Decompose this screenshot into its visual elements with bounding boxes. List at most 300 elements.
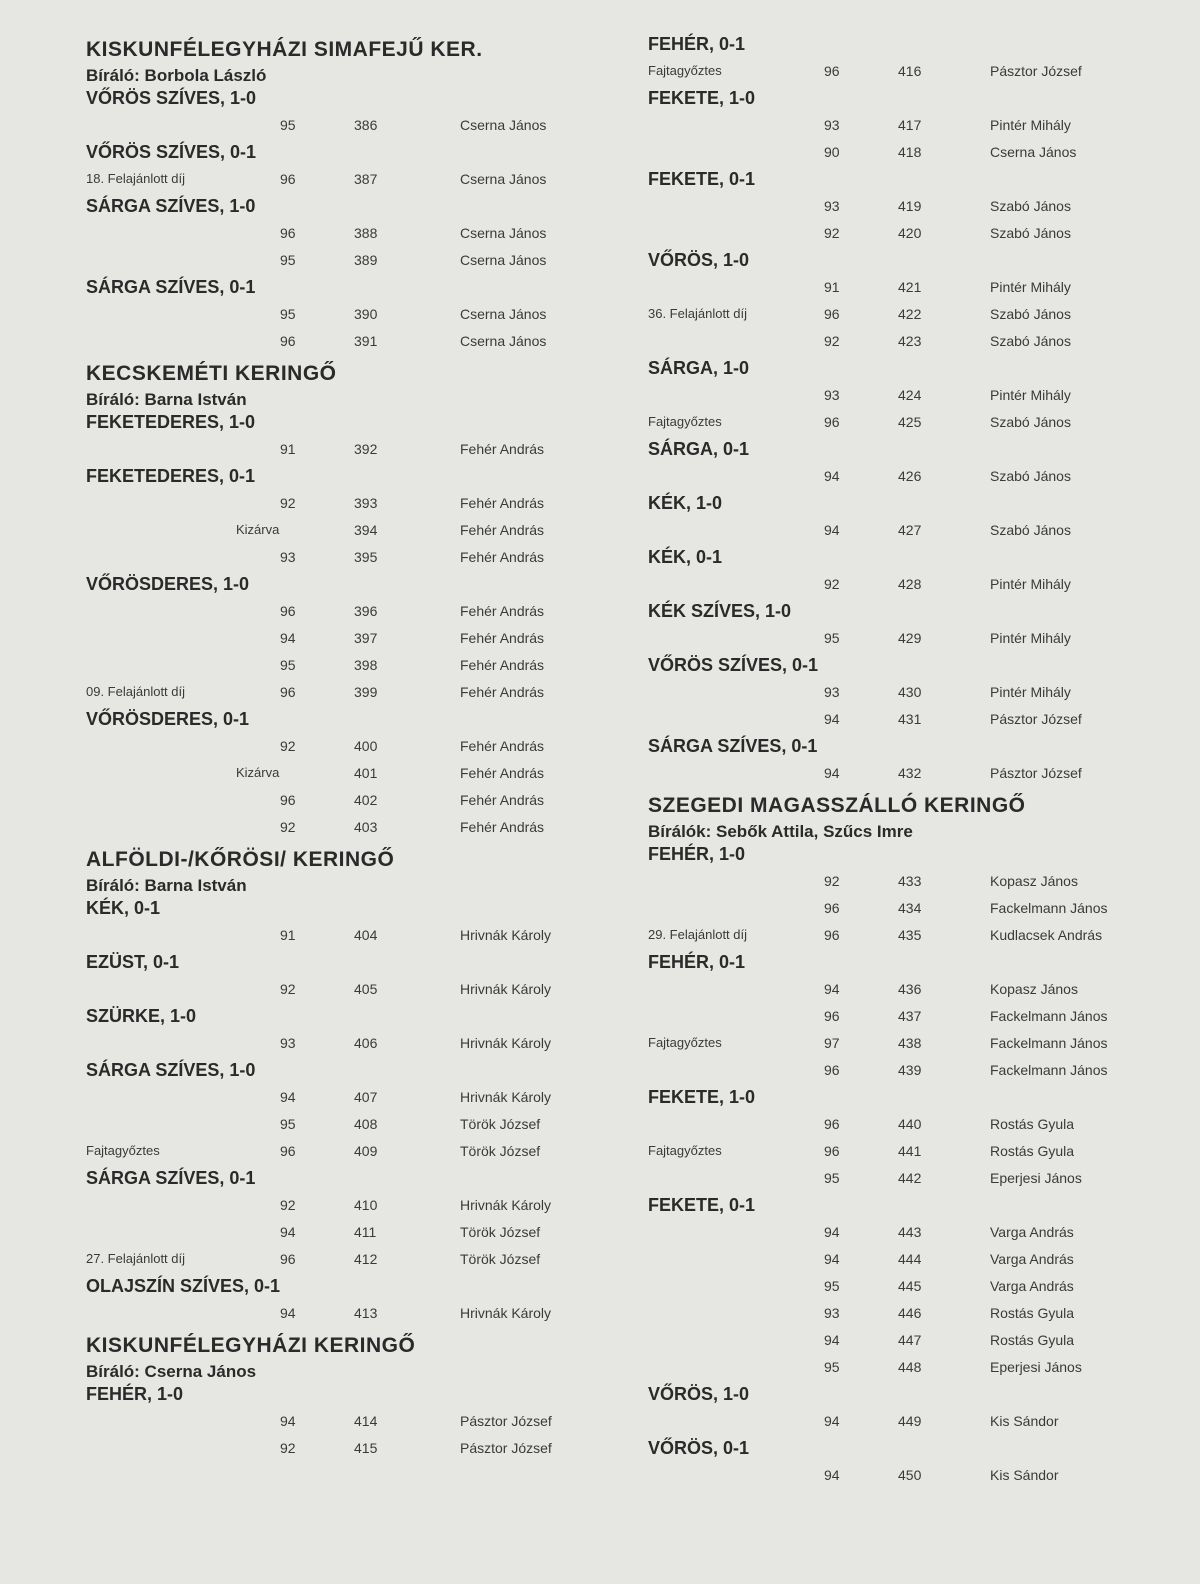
entry-row <box>86 1139 606 1166</box>
entry-row <box>86 1436 606 1463</box>
entry-number: 442 <box>898 1170 922 1186</box>
entry-number: 437 <box>898 1008 922 1024</box>
entry-owner: Szabó János <box>990 414 1071 430</box>
entry-score: 93 <box>280 549 296 565</box>
entry-score: 96 <box>824 63 840 79</box>
entry-number: 433 <box>898 873 922 889</box>
entry-owner: Rostás Gyula <box>990 1143 1075 1159</box>
entry-owner: Kis Sándor <box>990 1467 1059 1483</box>
entry-row <box>86 977 606 1004</box>
entry-number: 427 <box>898 522 922 538</box>
entry-row <box>86 1112 606 1139</box>
category-heading: VŐRÖS SZÍVES, 0-1 <box>86 142 257 162</box>
entry-owner: Rostás Gyula <box>990 1305 1075 1321</box>
entry-owner: Fehér András <box>460 684 545 700</box>
entry-row <box>648 1328 1148 1355</box>
entry-note: 18. Felajánlott díj <box>86 171 186 186</box>
entry-row <box>86 545 606 572</box>
entry-row <box>648 1247 1148 1274</box>
category-heading: EZÜST, 0-1 <box>86 952 180 972</box>
entry-score: 96 <box>280 333 296 349</box>
entry-number: 424 <box>898 387 922 403</box>
entry-owner: Eperjesi János <box>990 1359 1082 1375</box>
category-heading: VŐRÖSDERES, 1-0 <box>86 574 250 594</box>
entry-owner: Eperjesi János <box>990 1170 1082 1186</box>
entry-number: 396 <box>354 603 378 619</box>
entry-row <box>86 1031 606 1058</box>
entry-number: 397 <box>354 630 378 646</box>
entry-row <box>648 1004 1148 1031</box>
entry-score: 91 <box>280 441 296 457</box>
entry-score: 94 <box>824 711 840 727</box>
entry-row <box>648 1031 1148 1058</box>
entry-score: 94 <box>280 1224 296 1240</box>
entry-row <box>648 572 1148 599</box>
entry-owner: Török József <box>460 1224 541 1240</box>
entry-note: Kizárva <box>236 765 280 780</box>
entry-number: 405 <box>354 981 378 997</box>
entry-owner: Fehér András <box>460 495 545 511</box>
entry-score: 96 <box>280 603 296 619</box>
entry-owner: Pásztor József <box>460 1440 552 1456</box>
entry-number: 398 <box>354 657 378 673</box>
entry-row <box>86 329 606 356</box>
entry-score: 96 <box>824 1143 840 1159</box>
entry-owner: Kopasz János <box>990 873 1078 889</box>
entry-row <box>86 734 606 761</box>
category-heading: OLAJSZÍN SZÍVES, 0-1 <box>86 1276 281 1296</box>
entry-note: Fajtagyőztes <box>648 1035 722 1050</box>
entry-row <box>86 518 606 545</box>
category-heading: SZÜRKE, 1-0 <box>86 1006 197 1026</box>
section-title: KISKUNFÉLEGYHÁZI SIMAFEJŰ KER. <box>86 38 483 61</box>
entry-note: Fajtagyőztes <box>648 414 722 429</box>
category-heading: VŐRÖSDERES, 0-1 <box>86 709 250 729</box>
entry-score: 96 <box>824 1008 840 1024</box>
entry-owner: Szabó János <box>990 468 1071 484</box>
entry-number: 419 <box>898 198 922 214</box>
entry-number: 388 <box>354 225 378 241</box>
entry-number: 440 <box>898 1116 922 1132</box>
category-heading: VŐRÖS SZÍVES, 0-1 <box>648 655 819 675</box>
entry-number: 439 <box>898 1062 922 1078</box>
entry-owner: Szabó János <box>990 522 1071 538</box>
entry-number: 448 <box>898 1359 922 1375</box>
entry-score: 95 <box>824 1359 840 1375</box>
entry-owner: Kudlacsek András <box>990 927 1103 943</box>
entry-score: 96 <box>824 1116 840 1132</box>
entry-number: 400 <box>354 738 378 754</box>
entry-owner: Hrivnák Károly <box>460 1089 552 1105</box>
category-heading: KÉK, 0-1 <box>648 547 723 567</box>
entry-score: 95 <box>824 630 840 646</box>
entry-owner: Fackelmann János <box>990 900 1108 916</box>
category-heading: SÁRGA, 0-1 <box>648 439 750 459</box>
entry-owner: Cserna János <box>990 144 1077 160</box>
judge-line: Bíráló: Cserna János <box>86 1362 257 1381</box>
entry-row <box>86 923 606 950</box>
entry-note: 36. Felajánlott díj <box>648 306 748 321</box>
category-heading: FEHÉR, 1-0 <box>86 1384 184 1404</box>
entry-number: 429 <box>898 630 922 646</box>
entry-score: 93 <box>824 684 840 700</box>
category-heading: FEKETE, 0-1 <box>648 169 756 189</box>
entry-row <box>86 815 606 842</box>
entry-owner: Varga András <box>990 1278 1074 1294</box>
entry-note: 29. Felajánlott díj <box>648 927 748 942</box>
entry-number: 386 <box>354 117 378 133</box>
entry-number: 444 <box>898 1251 922 1267</box>
entry-number: 416 <box>898 63 922 79</box>
category-heading: VŐRÖS, 0-1 <box>648 1438 750 1458</box>
entry-score: 92 <box>280 1197 296 1213</box>
entry-row <box>648 1220 1148 1247</box>
entry-number: 406 <box>354 1035 378 1051</box>
entry-owner: Hrivnák Károly <box>460 1035 552 1051</box>
entry-row <box>86 437 606 464</box>
entry-number: 403 <box>354 819 378 835</box>
entry-owner: Hrivnák Károly <box>460 1305 552 1321</box>
entry-row <box>648 977 1148 1004</box>
entry-score: 92 <box>280 495 296 511</box>
entry-number: 390 <box>354 306 378 322</box>
entry-score: 92 <box>280 981 296 997</box>
judge-line: Bírálók: Sebők Attila, Szűcs Imre <box>648 822 913 841</box>
entry-row <box>648 869 1148 896</box>
entry-number: 408 <box>354 1116 378 1132</box>
entry-score: 92 <box>824 333 840 349</box>
entry-score: 94 <box>824 1413 840 1429</box>
entry-row <box>648 410 1148 437</box>
entry-owner: Fackelmann János <box>990 1035 1108 1051</box>
entry-number: 414 <box>354 1413 378 1429</box>
entry-number: 395 <box>354 549 378 565</box>
section-title: ALFÖLDI-/KŐRÖSI/ KERINGŐ <box>86 848 395 871</box>
entry-number: 432 <box>898 765 922 781</box>
entry-score: 96 <box>824 927 840 943</box>
category-heading: FEHÉR, 1-0 <box>648 844 746 864</box>
entry-row <box>86 1409 606 1436</box>
category-heading: FEHÉR, 0-1 <box>648 34 746 54</box>
entry-owner: Pásztor József <box>990 765 1082 781</box>
entry-score: 94 <box>280 1089 296 1105</box>
entry-number: 421 <box>898 279 922 295</box>
entry-row <box>648 896 1148 923</box>
entry-owner: Cserna János <box>460 252 547 268</box>
entry-number: 445 <box>898 1278 922 1294</box>
entry-owner: Pásztor József <box>990 711 1082 727</box>
entry-row <box>86 167 606 194</box>
entry-owner: Pintér Mihály <box>990 630 1071 646</box>
entry-number: 430 <box>898 684 922 700</box>
entry-row <box>648 1409 1148 1436</box>
entry-number: 393 <box>354 495 378 511</box>
entry-note: Fajtagyőztes <box>648 1143 722 1158</box>
entry-number: 435 <box>898 927 922 943</box>
judge-line: Bíráló: Barna István <box>86 390 247 409</box>
entry-owner: Fehér András <box>460 657 545 673</box>
entry-row <box>648 329 1148 356</box>
entry-owner: Fehér András <box>460 603 545 619</box>
entry-row <box>86 113 606 140</box>
entry-owner: Rostás Gyula <box>990 1332 1075 1348</box>
entry-score: 95 <box>280 306 296 322</box>
entry-owner: Hrivnák Károly <box>460 927 552 943</box>
entry-number: 409 <box>354 1143 378 1159</box>
category-heading: SÁRGA SZÍVES, 1-0 <box>86 196 256 216</box>
entry-owner: Török József <box>460 1143 541 1159</box>
entry-number: 412 <box>354 1251 378 1267</box>
category-heading: FEKETE, 0-1 <box>648 1195 756 1215</box>
entry-row <box>86 680 606 707</box>
entry-number: 450 <box>898 1467 922 1483</box>
entry-score: 96 <box>280 1143 296 1159</box>
entry-owner: Varga András <box>990 1251 1074 1267</box>
section-title: KECSKEMÉTI KERINGŐ <box>86 362 337 385</box>
entry-row <box>648 464 1148 491</box>
entry-score: 92 <box>280 819 296 835</box>
entry-score: 94 <box>824 765 840 781</box>
entry-score: 93 <box>824 1305 840 1321</box>
entry-number: 401 <box>354 765 378 781</box>
entry-score: 94 <box>824 1251 840 1267</box>
entry-owner: Török József <box>460 1251 541 1267</box>
entry-number: 391 <box>354 333 378 349</box>
entry-row <box>648 275 1148 302</box>
entry-number: 411 <box>354 1224 377 1240</box>
entry-score: 92 <box>824 225 840 241</box>
entry-score: 91 <box>280 927 296 943</box>
entry-score: 96 <box>280 684 296 700</box>
entry-score: 94 <box>280 1305 296 1321</box>
entry-number: 407 <box>354 1089 378 1105</box>
entry-row <box>648 1355 1148 1382</box>
entry-row <box>648 302 1148 329</box>
entry-number: 425 <box>898 414 922 430</box>
entry-note: 27. Felajánlott díj <box>86 1251 186 1266</box>
entry-row <box>648 761 1148 788</box>
entry-score: 93 <box>280 1035 296 1051</box>
entry-number: 402 <box>354 792 378 808</box>
entry-score: 96 <box>824 900 840 916</box>
entry-owner: Fehér András <box>460 549 545 565</box>
entry-score: 96 <box>280 225 296 241</box>
entry-row <box>86 599 606 626</box>
entry-row <box>648 1301 1148 1328</box>
entry-note: Fajtagyőztes <box>86 1143 160 1158</box>
entry-score: 94 <box>280 1413 296 1429</box>
entry-owner: Fehér András <box>460 441 545 457</box>
entry-score: 96 <box>824 1062 840 1078</box>
entry-score: 92 <box>280 1440 296 1456</box>
entry-row <box>86 626 606 653</box>
entry-owner: Cserna János <box>460 171 547 187</box>
entry-owner: Rostás Gyula <box>990 1116 1075 1132</box>
category-heading: SÁRGA SZÍVES, 0-1 <box>648 736 818 756</box>
entry-owner: Hrivnák Károly <box>460 1197 552 1213</box>
entry-row <box>648 1463 1148 1490</box>
entry-score: 92 <box>824 576 840 592</box>
entry-score: 95 <box>280 1116 296 1132</box>
category-heading: FEKETE, 1-0 <box>648 88 756 108</box>
entry-score: 96 <box>280 171 296 187</box>
entry-number: 446 <box>898 1305 922 1321</box>
entry-row <box>648 707 1148 734</box>
entry-row <box>648 194 1148 221</box>
entry-owner: Pintér Mihály <box>990 117 1071 133</box>
entry-owner: Fackelmann János <box>990 1062 1108 1078</box>
entry-owner: Pásztor József <box>990 63 1082 79</box>
entry-number: 431 <box>898 711 922 727</box>
entry-score: 94 <box>280 630 296 646</box>
entry-row <box>648 518 1148 545</box>
entry-score: 94 <box>824 981 840 997</box>
entry-number: 394 <box>354 522 378 538</box>
entry-owner: Fehér András <box>460 630 545 646</box>
entry-score: 90 <box>824 144 840 160</box>
category-heading: VŐRÖS, 1-0 <box>648 1384 750 1404</box>
entry-row <box>648 1166 1148 1193</box>
entry-score: 96 <box>824 306 840 322</box>
entry-row <box>86 653 606 680</box>
left-column <box>86 32 606 1463</box>
category-heading: FEKETE, 1-0 <box>648 1087 756 1107</box>
entry-owner: Fehér András <box>460 792 545 808</box>
entry-number: 420 <box>898 225 922 241</box>
entry-score: 91 <box>824 279 840 295</box>
entry-number: 417 <box>898 117 922 133</box>
entry-owner: Pintér Mihály <box>990 684 1071 700</box>
entry-note: Kizárva <box>236 522 280 537</box>
entry-row <box>86 761 606 788</box>
entry-row <box>86 302 606 329</box>
entry-row <box>648 1139 1148 1166</box>
entry-score: 93 <box>824 387 840 403</box>
entry-owner: Cserna János <box>460 333 547 349</box>
category-heading: FEHÉR, 0-1 <box>648 952 746 972</box>
entry-owner: Cserna János <box>460 225 547 241</box>
entry-number: 410 <box>354 1197 378 1213</box>
entry-score: 97 <box>824 1035 840 1051</box>
category-heading: VŐRÖS SZÍVES, 1-0 <box>86 88 257 108</box>
entry-owner: Fackelmann János <box>990 1008 1108 1024</box>
entry-number: 415 <box>354 1440 378 1456</box>
entry-score: 92 <box>824 873 840 889</box>
entry-row <box>648 59 1148 86</box>
entry-owner: Fehér András <box>460 765 545 781</box>
entry-number: 434 <box>898 900 922 916</box>
entry-owner: Cserna János <box>460 117 547 133</box>
entry-owner: Kis Sándor <box>990 1413 1059 1429</box>
category-heading: FEKETEDERES, 1-0 <box>86 412 256 432</box>
entry-owner: Szabó János <box>990 225 1071 241</box>
entry-score: 92 <box>280 738 296 754</box>
entry-number: 436 <box>898 981 922 997</box>
right-column <box>648 32 1148 1490</box>
category-heading: VŐRÖS, 1-0 <box>648 250 750 270</box>
entry-row <box>86 248 606 275</box>
entry-row <box>86 491 606 518</box>
section-title: KISKUNFÉLEGYHÁZI KERINGŐ <box>86 1334 416 1357</box>
entry-score: 95 <box>280 252 296 268</box>
section-title: SZEGEDI MAGASSZÁLLÓ KERINGŐ <box>648 794 1026 817</box>
entry-owner: Török József <box>460 1116 541 1132</box>
entry-score: 94 <box>824 522 840 538</box>
category-heading: KÉK, 0-1 <box>86 898 161 918</box>
entry-number: 413 <box>354 1305 378 1321</box>
category-heading: FEKETEDERES, 0-1 <box>86 466 256 486</box>
category-heading: SÁRGA SZÍVES, 0-1 <box>86 1168 256 1188</box>
entry-row <box>86 788 606 815</box>
entry-owner: Fehér András <box>460 819 545 835</box>
entry-owner: Pintér Mihály <box>990 576 1071 592</box>
entry-owner: Szabó János <box>990 198 1071 214</box>
category-heading: KÉK, 1-0 <box>648 493 723 513</box>
entry-owner: Varga András <box>990 1224 1074 1240</box>
entry-row <box>648 1274 1148 1301</box>
entry-row <box>86 1247 606 1274</box>
entry-row <box>648 1058 1148 1085</box>
entry-number: 441 <box>898 1143 922 1159</box>
entry-score: 95 <box>824 1278 840 1294</box>
entry-row <box>648 221 1148 248</box>
entry-number: 426 <box>898 468 922 484</box>
entry-number: 389 <box>354 252 378 268</box>
entry-number: 418 <box>898 144 922 160</box>
entry-score: 96 <box>280 1251 296 1267</box>
entry-number: 422 <box>898 306 922 322</box>
entry-score: 96 <box>824 414 840 430</box>
entry-number: 399 <box>354 684 378 700</box>
entry-row <box>86 1301 606 1328</box>
entry-note: 09. Felajánlott díj <box>86 684 186 699</box>
entry-score: 94 <box>824 1467 840 1483</box>
entry-score: 93 <box>824 117 840 133</box>
entry-row <box>648 626 1148 653</box>
entry-score: 96 <box>280 792 296 808</box>
entry-owner: Kopasz János <box>990 981 1078 997</box>
entry-number: 387 <box>354 171 378 187</box>
entry-row <box>648 923 1148 950</box>
entry-number: 438 <box>898 1035 922 1051</box>
entry-number: 392 <box>354 441 378 457</box>
entry-row <box>648 383 1148 410</box>
entry-score: 94 <box>824 1224 840 1240</box>
judge-line: Bíráló: Barna István <box>86 876 247 895</box>
entry-number: 428 <box>898 576 922 592</box>
entry-owner: Pintér Mihály <box>990 279 1071 295</box>
entry-owner: Hrivnák Károly <box>460 981 552 997</box>
entry-owner: Fehér András <box>460 522 545 538</box>
category-heading: SÁRGA SZÍVES, 0-1 <box>86 277 256 297</box>
entry-owner: Szabó János <box>990 306 1071 322</box>
entry-number: 404 <box>354 927 378 943</box>
entry-row <box>648 1112 1148 1139</box>
entry-owner: Pintér Mihály <box>990 387 1071 403</box>
entry-row <box>648 680 1148 707</box>
entry-score: 95 <box>280 657 296 673</box>
entry-number: 423 <box>898 333 922 349</box>
entry-row <box>86 221 606 248</box>
entry-score: 93 <box>824 198 840 214</box>
category-heading: SÁRGA SZÍVES, 1-0 <box>86 1060 256 1080</box>
entry-number: 447 <box>898 1332 922 1348</box>
entry-score: 95 <box>280 117 296 133</box>
entry-score: 94 <box>824 1332 840 1348</box>
entry-score: 95 <box>824 1170 840 1186</box>
entry-owner: Fehér András <box>460 738 545 754</box>
entry-score: 94 <box>824 468 840 484</box>
